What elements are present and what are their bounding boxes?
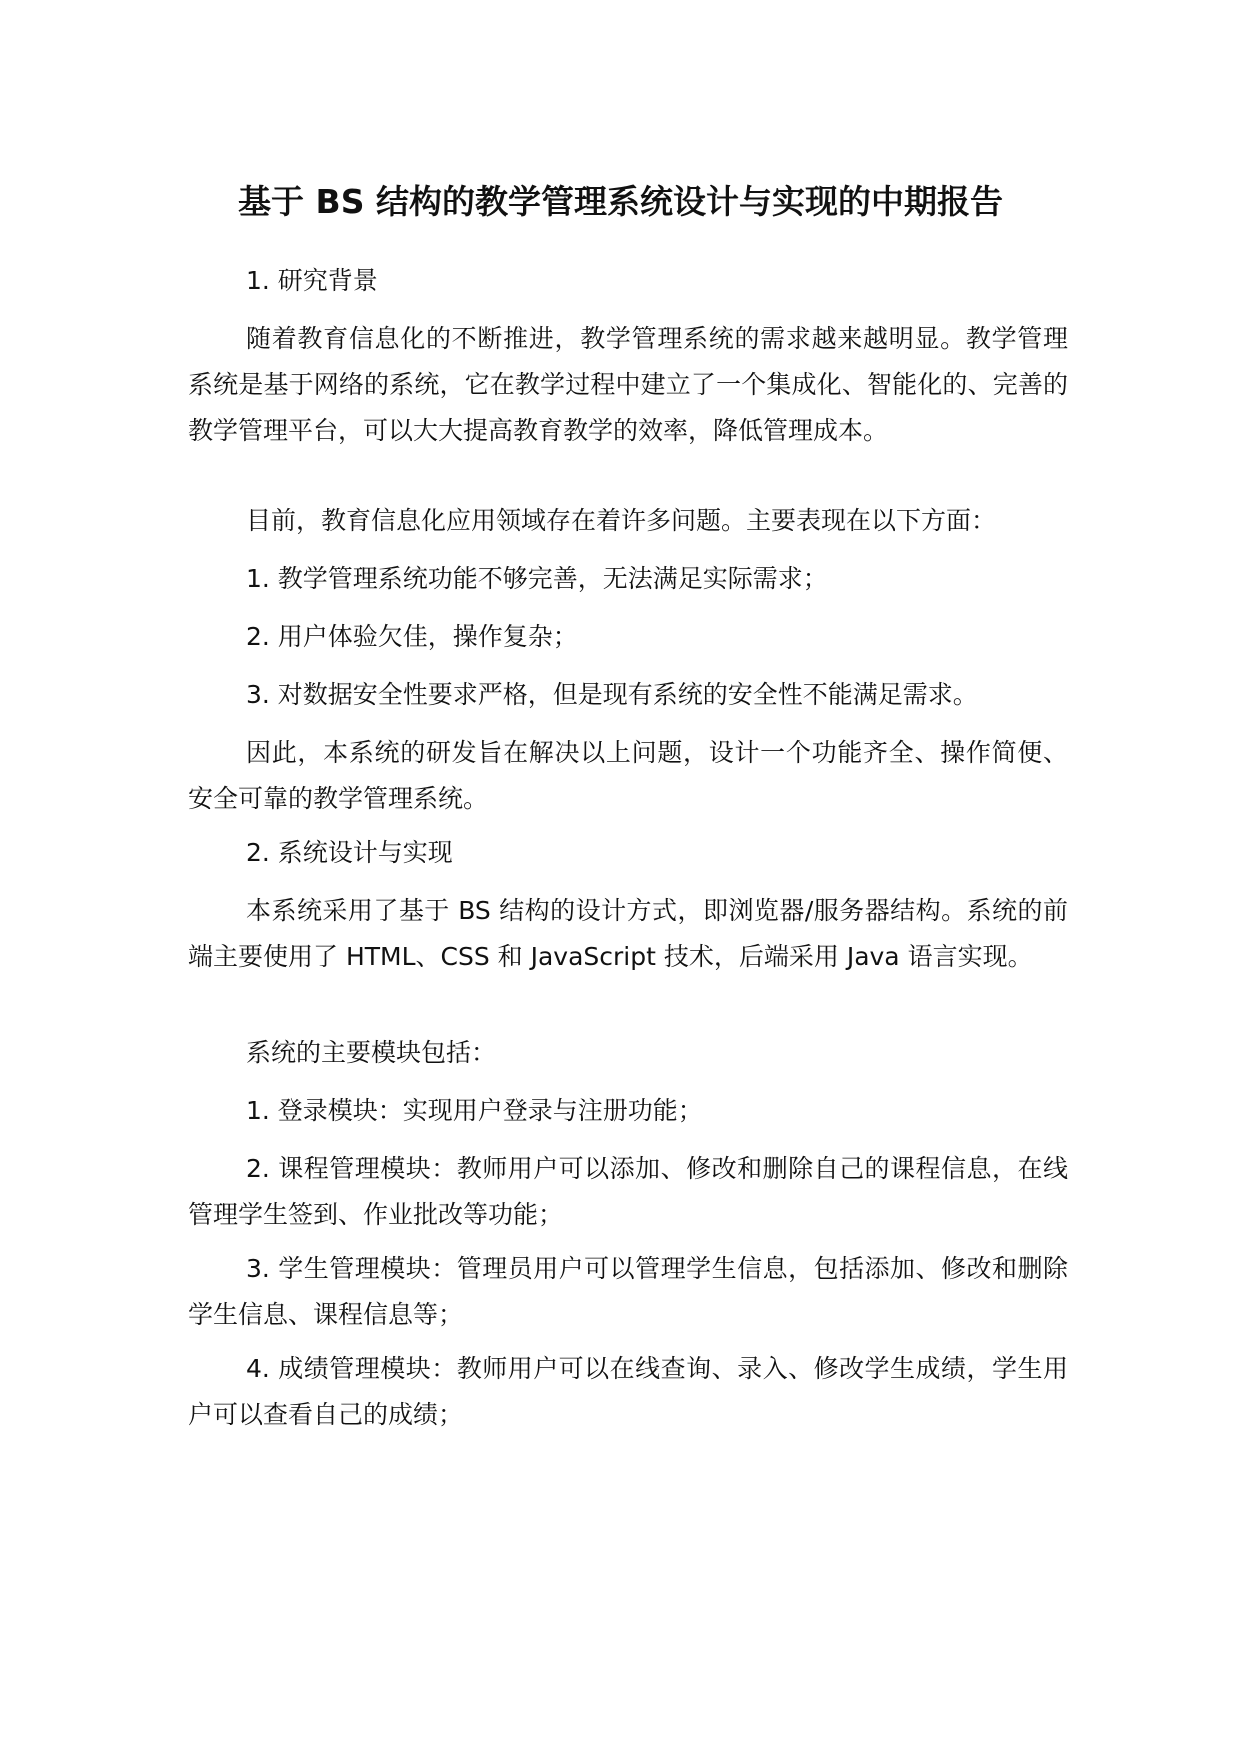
document-title: 基于 BS 结构的教学管理系统设计与实现的中期报告: [238, 182, 1003, 221]
problem-item-2: 2. 用户体验欠佳，操作复杂；: [246, 622, 578, 651]
module-item-grades: 4. 成绩管理模块：教师用户可以在线查询、录入、修改学生成绩，学生用户可以查看自己的成绩；: [188, 1354, 1068, 1429]
module-item-login: 1. 登录模块：实现用户登录与注册功能；: [246, 1096, 703, 1125]
paragraph-purpose: 因此，本系统的研发旨在解决以上问题，设计一个功能齐全、操作简便、安全可靠的教学管理系统。: [188, 738, 1068, 813]
paragraph-problems-intro: 目前，教育信息化应用领域存在着许多问题。主要表现在以下方面：: [246, 506, 997, 535]
paragraph-background: 随着教育信息化的不断推进，教学管理系统的需求越来越明显。教学管理系统是基于网络的系统，它在教学过程中建立了一个集成化、智能化的、完善的教学管理平台，可以大大提高教育教学的效率，降低管理成本。: [188, 324, 1068, 445]
problem-item-3: 3. 对数据安全性要求严格，但是现有系统的安全性不能满足需求。: [246, 680, 978, 709]
paragraph-modules-intro: 系统的主要模块包括：: [246, 1038, 497, 1067]
module-item-student: 3. 学生管理模块：管理员用户可以管理学生信息，包括添加、修改和删除学生信息、课程信息等；: [188, 1254, 1068, 1329]
paragraph-architecture: 本系统采用了基于 BS 结构的设计方式，即浏览器/服务器结构。系统的前端主要使用了 HTML、CSS 和 JavaScript 技术，后端采用 Java 语言实现。: [188, 896, 1068, 971]
problem-item-1: 1. 教学管理系统功能不够完善，无法满足实际需求；: [246, 564, 828, 593]
module-item-course: 2. 课程管理模块：教师用户可以添加、修改和删除自己的课程信息，在线管理学生签到、作业批改等功能；: [188, 1154, 1068, 1229]
section-heading-research-background: 1. 研究背景: [246, 266, 378, 295]
section-heading-system-design: 2. 系统设计与实现: [246, 838, 453, 867]
